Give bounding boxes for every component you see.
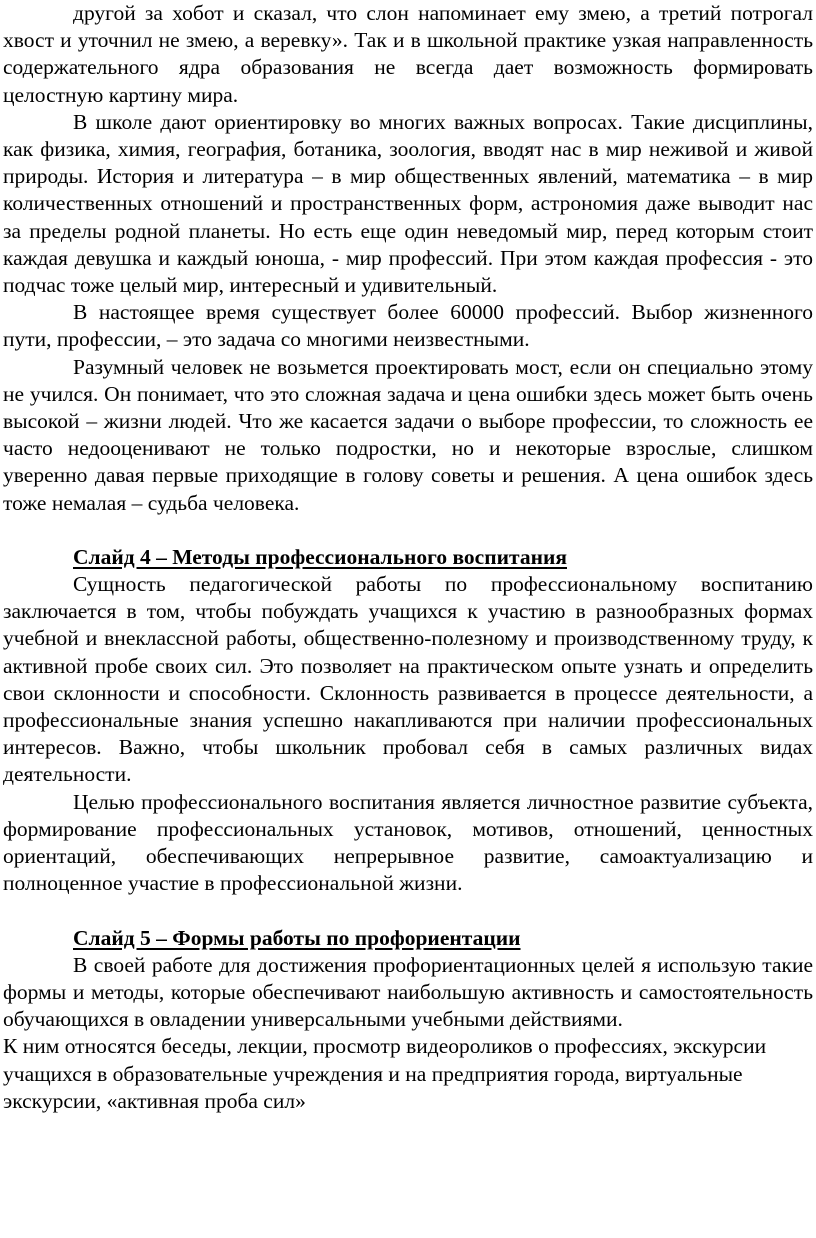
paragraph-elephant-parable: другой за хобот и сказал, что слон напоминает ему змею, а третий потрогал хвост и уточнил не змею, а веревку». Так и в школьной практике узкая направленность содержательного ядра образования не всегда дает возможность формировать целостную картину мира. xyxy=(3,1,813,107)
document-page xyxy=(3,0,813,1115)
paragraph-school-orientation: В школе дают ориентировку во многих важных вопросах. Такие дисциплины, как физика, химия, география, ботаника, зоология, вводят нас в мир неживой и живой природы. История и литература – в мир общественных явлений, математика – в мир количественных отношений и пространственных форм, астрономия даже выводит нас за пределы родной планеты. Но есть еще один неведомый мир, перед которым стоит каждая девушка и каждый юноша, - мир профессий. При этом каждая профессия - это подчас тоже целый мир, интересный и удивительный. xyxy=(3,109,813,298)
paragraph-activities-list: К ним относятся беседы, лекции, просмотр видеороликов о профессиях, экскурсии учащихся в образовательные учреждения и на предприятия города, виртуальные экскурсии, «активная проба сил» xyxy=(3,1034,767,1113)
heading-slide-5: Слайд 5 – Формы работы по профориентации xyxy=(73,925,521,950)
paragraph-reasonable-person: Разумный человек не возьмется проектировать мост, если он специально этому не учился. Он понимает, что это сложная задача и цена ошибки здесь может быть очень высокой – жизни людей. Что же касается задачи о выборе профессии, то сложность ее часто недооценивают не только подростки, но и некоторые взрослые, слишком уверенно давая первые приходящие в голову советы и решения. А цена ошибок здесь тоже немалая – судьба человека. xyxy=(3,354,813,515)
paragraph-goal-of-education: Целью профессионального воспитания является личностное развитие субъекта, формирование профессиональных установок, мотивов, отношений, ценностных ориентаций, обеспечивающих непрерывное развитие, самоактуализацию и полноценное участие в профессиональной жизни. xyxy=(3,789,813,896)
paragraph-professions-count: В настоящее время существует более 60000 профессий. Выбор жизненного пути, профессии, – это задача со многими неизвестными. xyxy=(3,300,813,352)
heading-slide-4: Слайд 4 – Методы профессионального воспитания xyxy=(73,544,567,569)
paragraph-essence-of-work: Сущность педагогической работы по профессиональному воспитанию заключается в том, чтобы побуждать учащихся к участию в разнообразных формах учебной и внеклассной работы, общественно-полезному и производственному труду, к активной пробе своих сил. Это позволяет на практическом опыте узнать и определить свои склонности и способности. Склонность развивается в процессе деятельности, а профессиональные знания успешно накапливаются при наличии профессиональных интересов. Важно, чтобы школьник пробовал себя в самых различных видах деятельности. xyxy=(3,572,813,787)
paragraph-forms-and-methods: В своей работе для достижения профориентационных целей я использую такие формы и методы, которые обеспечивают наибольшую активность и самостоятельность обучающихся в овладении универсальными учебными действиями. xyxy=(3,952,813,1032)
